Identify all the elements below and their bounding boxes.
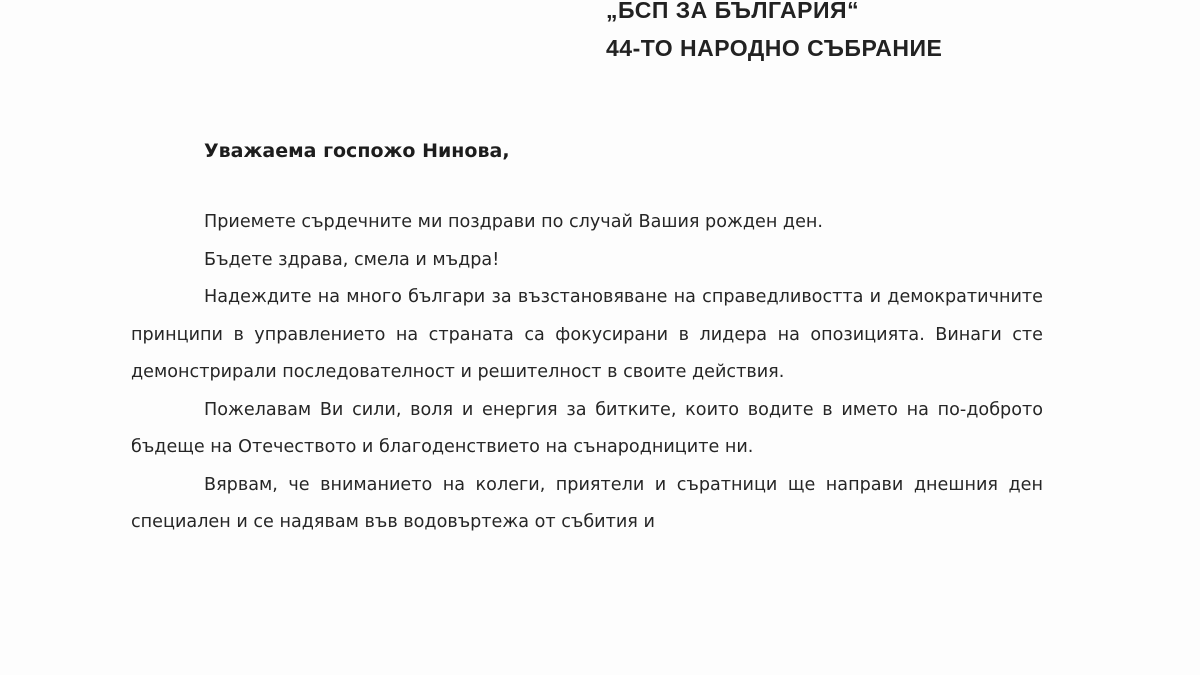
letter-paragraph-strength: Пожелавам Ви сили, воля и енергия за битките, които водите в името на по-доброто бъдеще на Отечеството и благоденствието на сънародниците ни. xyxy=(131,399,1043,457)
letterhead-party-name: „БСП ЗА БЪЛГАРИЯ“ xyxy=(606,0,860,23)
letterhead xyxy=(560,0,1020,64)
letter-paragraph-hopes: Надеждите на много българи за възстановяване на справедливостта и демократичните принципи в управлението на страната са фокусирани в лидера на опозицията. Винаги сте демонстрирали последователност и решителност в своите действия. xyxy=(131,287,1043,382)
letter-body xyxy=(131,204,1043,542)
letterhead-parliament: 44-ТО НАРОДНО СЪБРАНИЕ xyxy=(606,35,943,61)
letter-paragraph-wish: Бъдете здрава, смела и мъдра! xyxy=(204,249,500,270)
letter-paragraph-attention: Вярвам, че вниманието на колеги, приятели и съратници ще направи днешния ден специален и се надявам във водовъртежа от събития и xyxy=(131,474,1043,532)
letter-paragraph-greeting: Приемете сърдечните ми поздрави по случай Вашия рожден ден. xyxy=(204,212,824,232)
letter-salutation: Уважаема госпожо Нинова, xyxy=(204,140,510,162)
